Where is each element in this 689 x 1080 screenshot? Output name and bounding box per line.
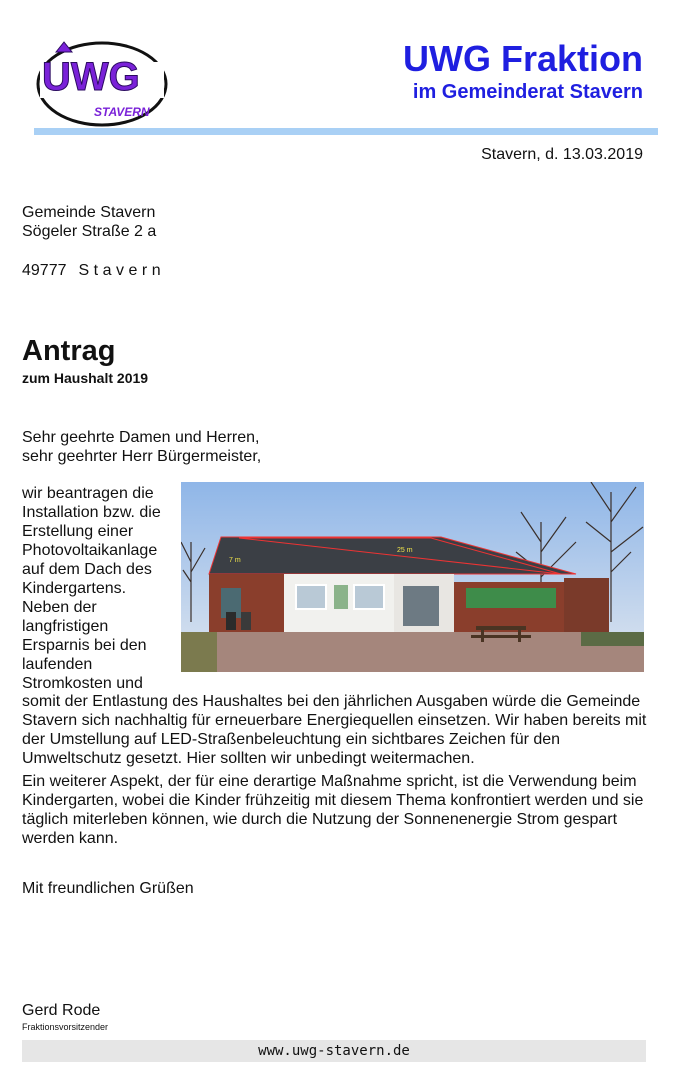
footer-bar — [22, 1040, 646, 1062]
page-subtitle: im Gemeinderat Stavern — [412, 81, 643, 103]
salutation — [22, 428, 261, 466]
page-title: UWG Fraktion — [403, 38, 643, 79]
uwg-logo — [34, 40, 170, 128]
header-title-block — [403, 38, 643, 104]
footer-url-link[interactable]: www.uwg-stavern.de — [258, 1043, 410, 1059]
address-city-line — [22, 261, 165, 280]
logo-main-text: UWG — [42, 55, 140, 99]
salutation-line-2: sehr geehrter Herr Bürgermeister, — [22, 448, 262, 465]
letter-date: Stavern, d. 13.03.2019 — [481, 146, 643, 163]
closing-phrase: Mit freundlichen Grüßen — [22, 880, 194, 897]
document-subtitle: zum Haushalt 2019 — [22, 370, 149, 386]
address-line-1: Gemeinde Stavern — [22, 204, 156, 221]
document-heading — [22, 334, 148, 386]
body-paragraph-2: Ein weiterer Aspekt, der für eine derartige Maßnahme spricht, ist die Verwendung beim Kindergarten, wobei die Kinder frühzeitig mit diesem Thema konfrontiert werden und sie täglich miterleben können, wie durch die Nutzung der Sonnenenergie Strom gespart werden kann. — [22, 773, 644, 847]
document-title: Antrag — [22, 335, 116, 367]
signer-name: Gerd Rode — [22, 1002, 101, 1019]
signer-role: Fraktionsvorsitzender — [22, 1022, 109, 1032]
salutation-line-1: Sehr geehrte Damen und Herren, — [22, 429, 260, 446]
logo-sub-text: STAVERN — [94, 105, 150, 119]
address-zip: 49777 — [22, 262, 67, 279]
body-continuation: somit der Entlastung des Haushaltes bei den jährlichen Ausgaben würde die Gemeinde Stavern sich nachhaltig für erneuerbare Energiequellen einsetzen. Wir haben bereits mit der Umstellung auf LED-Straßenbeleuchtung ein sichtbares Zeichen für den Umweltschutz gesetzt. Hier sollten wir unbedingt weitermachen. — [22, 693, 647, 767]
recipient-address — [22, 203, 165, 280]
photo-label-left: 7 m — [229, 557, 241, 564]
address-line-2: Sögeler Straße 2 a — [22, 223, 157, 240]
kindergarten-photo — [181, 482, 644, 672]
address-city: Stavern — [78, 262, 166, 279]
signature-block — [22, 1002, 108, 1032]
photo-label-top: 25 m — [397, 547, 413, 554]
header-divider — [34, 128, 658, 135]
body-lead-text: wir beantragen die Installation bzw. die Erstellung einer Photovoltaikanlage auf dem Dach des Kindergartens. Neben der langfristigen Ersparnis bei den laufenden Stromkosten und — [22, 485, 161, 692]
